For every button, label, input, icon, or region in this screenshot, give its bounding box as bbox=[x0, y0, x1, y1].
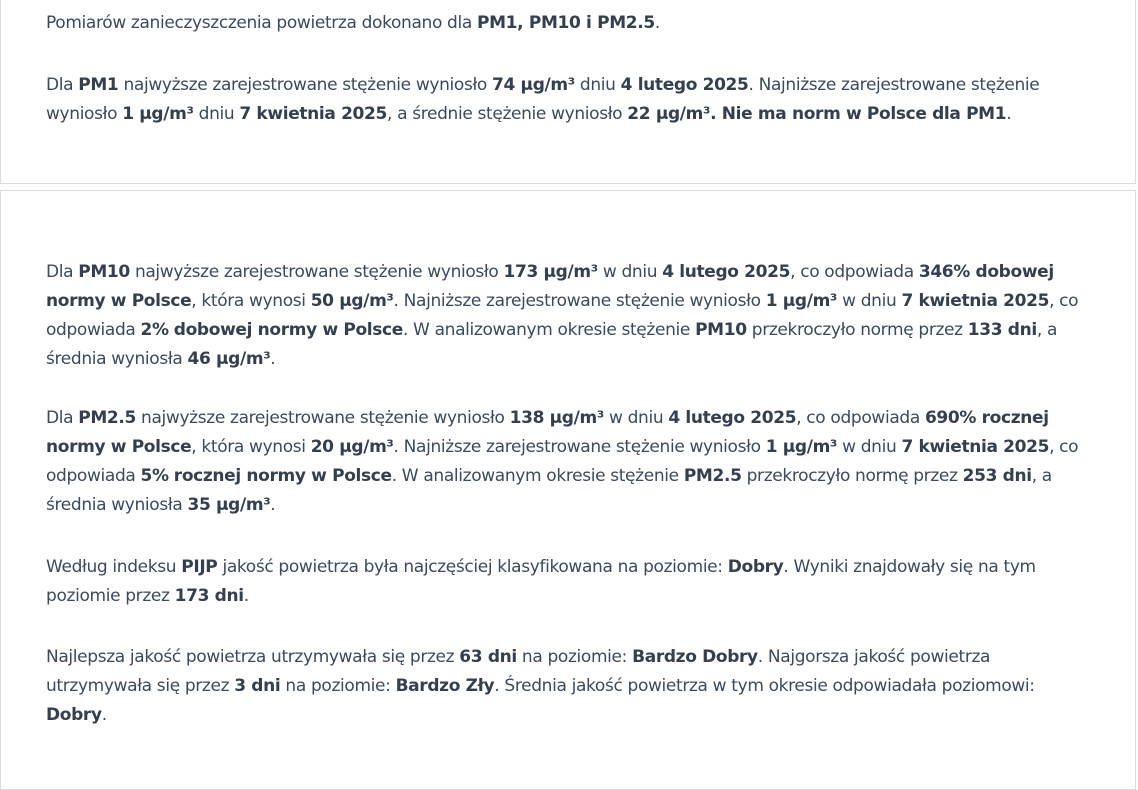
text: . bbox=[654, 13, 660, 33]
text: . bbox=[243, 586, 249, 606]
highlight: PIJP bbox=[181, 557, 218, 577]
highlight: 173 µg/m³ bbox=[503, 262, 598, 282]
text: Według indeksu bbox=[46, 557, 182, 577]
pm1-summary-card bbox=[0, 0, 1136, 184]
text: . Najniższe zarejestrowane stężenie wyniosło bbox=[393, 291, 766, 311]
highlight: PM2.5 bbox=[78, 408, 136, 428]
text: , a średnia wyniosła bbox=[46, 466, 1052, 515]
text: . Wyniki znajdowały się na tym poziomie przez bbox=[46, 557, 1036, 606]
highlight: 2% bbox=[140, 320, 169, 340]
text: Dla bbox=[46, 408, 79, 428]
pm10-pm25-summary-card bbox=[0, 190, 1136, 790]
highlight: 7 kwietnia 2025 bbox=[901, 437, 1050, 457]
pm1-paragraph bbox=[46, 71, 1096, 129]
text: najwyższe zarejestrowane stężenie wyniosło bbox=[136, 408, 510, 428]
text: , która wynosi bbox=[191, 437, 311, 457]
text: w dniu bbox=[837, 291, 902, 311]
highlight: 1 µg/m³ bbox=[765, 291, 838, 311]
text: najwyższe zarejestrowane stężenie wyniosło bbox=[129, 262, 504, 282]
highlight: rocznej normy w Polsce bbox=[173, 466, 392, 486]
highlight: 138 µg/m³ bbox=[509, 408, 604, 428]
highlight: Dobry bbox=[727, 557, 784, 577]
text: . W analizowanym okresie stężenie bbox=[402, 320, 696, 340]
highlight: PM1, PM10 i PM2.5 bbox=[477, 13, 655, 33]
highlight: 4 lutego 2025 bbox=[620, 75, 749, 95]
text: . Najgorsza jakość powietrza utrzymywała się przez bbox=[46, 647, 991, 696]
highlight: 35 µg/m³ bbox=[187, 495, 271, 515]
text: . Najniższe zarejestrowane stężenie wyniosło bbox=[393, 437, 766, 457]
highlight: 4 lutego 2025 bbox=[662, 262, 791, 282]
text: dniu bbox=[574, 75, 621, 95]
pijp-paragraph bbox=[46, 553, 1096, 611]
highlight: 46 µg/m³ bbox=[187, 349, 271, 369]
text: Dla bbox=[46, 262, 79, 282]
text: . bbox=[101, 705, 107, 725]
text: przekroczyło normę przez bbox=[746, 320, 968, 340]
highlight: dobowej normy w Polsce bbox=[173, 320, 403, 340]
text: , a średnia wyniosła bbox=[46, 320, 1058, 369]
highlight: 1 µg/m³ bbox=[122, 104, 194, 124]
highlight: 63 dni bbox=[459, 647, 517, 667]
text: najwyższe zarejestrowane stężenie wyniosło bbox=[118, 75, 493, 95]
text: Najlepsza jakość powietrza utrzymywała się przez bbox=[46, 647, 460, 667]
text: przekroczyło normę przez bbox=[741, 466, 963, 486]
highlight: PM1 bbox=[78, 75, 119, 95]
text: Pomiarów zanieczyszczenia powietrza dokonano dla bbox=[46, 13, 477, 33]
text: na poziomie: bbox=[516, 647, 633, 667]
highlight: 4 lutego 2025 bbox=[668, 408, 797, 428]
highlight: 253 dni bbox=[962, 466, 1032, 486]
pm10-paragraph bbox=[46, 258, 1096, 374]
text: Dla bbox=[46, 75, 79, 95]
highlight: 690% rocznej normy w Polsce bbox=[46, 408, 1049, 457]
highlight: 74 µg/m³ bbox=[492, 75, 575, 95]
pm-intro-paragraph bbox=[46, 9, 1096, 38]
highlight: PM10 bbox=[78, 262, 130, 282]
highlight: 20 µg/m³ bbox=[310, 437, 394, 457]
quality-paragraph bbox=[46, 643, 1096, 730]
text: na poziomie: bbox=[280, 676, 396, 696]
text: dniu bbox=[193, 104, 240, 124]
text: . bbox=[270, 349, 276, 369]
pm25-paragraph bbox=[46, 404, 1096, 520]
highlight: 1 µg/m³ bbox=[765, 437, 838, 457]
highlight: Bardzo Zły bbox=[395, 676, 495, 696]
highlight: 7 kwietnia 2025 bbox=[239, 104, 387, 124]
text: , co odpowiada bbox=[796, 408, 925, 428]
text: . bbox=[1006, 104, 1012, 124]
text: , która wynosi bbox=[191, 291, 311, 311]
text: . Średnia jakość powietrza w tym okresie odpowiadała poziomowi: bbox=[494, 676, 1035, 696]
highlight: 346% dobowej normy w Polsce bbox=[46, 262, 1054, 311]
highlight: 7 kwietnia 2025 bbox=[901, 291, 1050, 311]
highlight: Dobry bbox=[46, 705, 102, 725]
text: w dniu bbox=[603, 408, 669, 428]
text: . W analizowanym okresie stężenie bbox=[391, 466, 684, 486]
text: , co odpowiada bbox=[46, 291, 1079, 340]
highlight: 133 dni bbox=[967, 320, 1037, 340]
highlight: PM2.5 bbox=[683, 466, 742, 486]
highlight: 5% bbox=[140, 466, 169, 486]
text: . Najniższe zarejestrowane stężenie wyniosło bbox=[46, 75, 1040, 124]
highlight: 50 µg/m³ bbox=[310, 291, 394, 311]
highlight: 173 dni bbox=[174, 586, 244, 606]
highlight: Bardzo Dobry bbox=[632, 647, 758, 667]
text: jakość powietrza była najczęściej klasyfikowana na poziomie: bbox=[217, 557, 728, 577]
text: . bbox=[270, 495, 276, 515]
highlight: 3 dni bbox=[234, 676, 281, 696]
highlight: 22 µg/m³. Nie ma norm w Polsce dla PM1 bbox=[627, 104, 1007, 124]
highlight: PM10 bbox=[695, 320, 747, 340]
text: , co odpowiada bbox=[790, 262, 919, 282]
text: w dniu bbox=[837, 437, 902, 457]
text: , a średnie stężenie wyniosło bbox=[387, 104, 628, 124]
text: w dniu bbox=[597, 262, 663, 282]
text: , co odpowiada bbox=[46, 437, 1079, 486]
